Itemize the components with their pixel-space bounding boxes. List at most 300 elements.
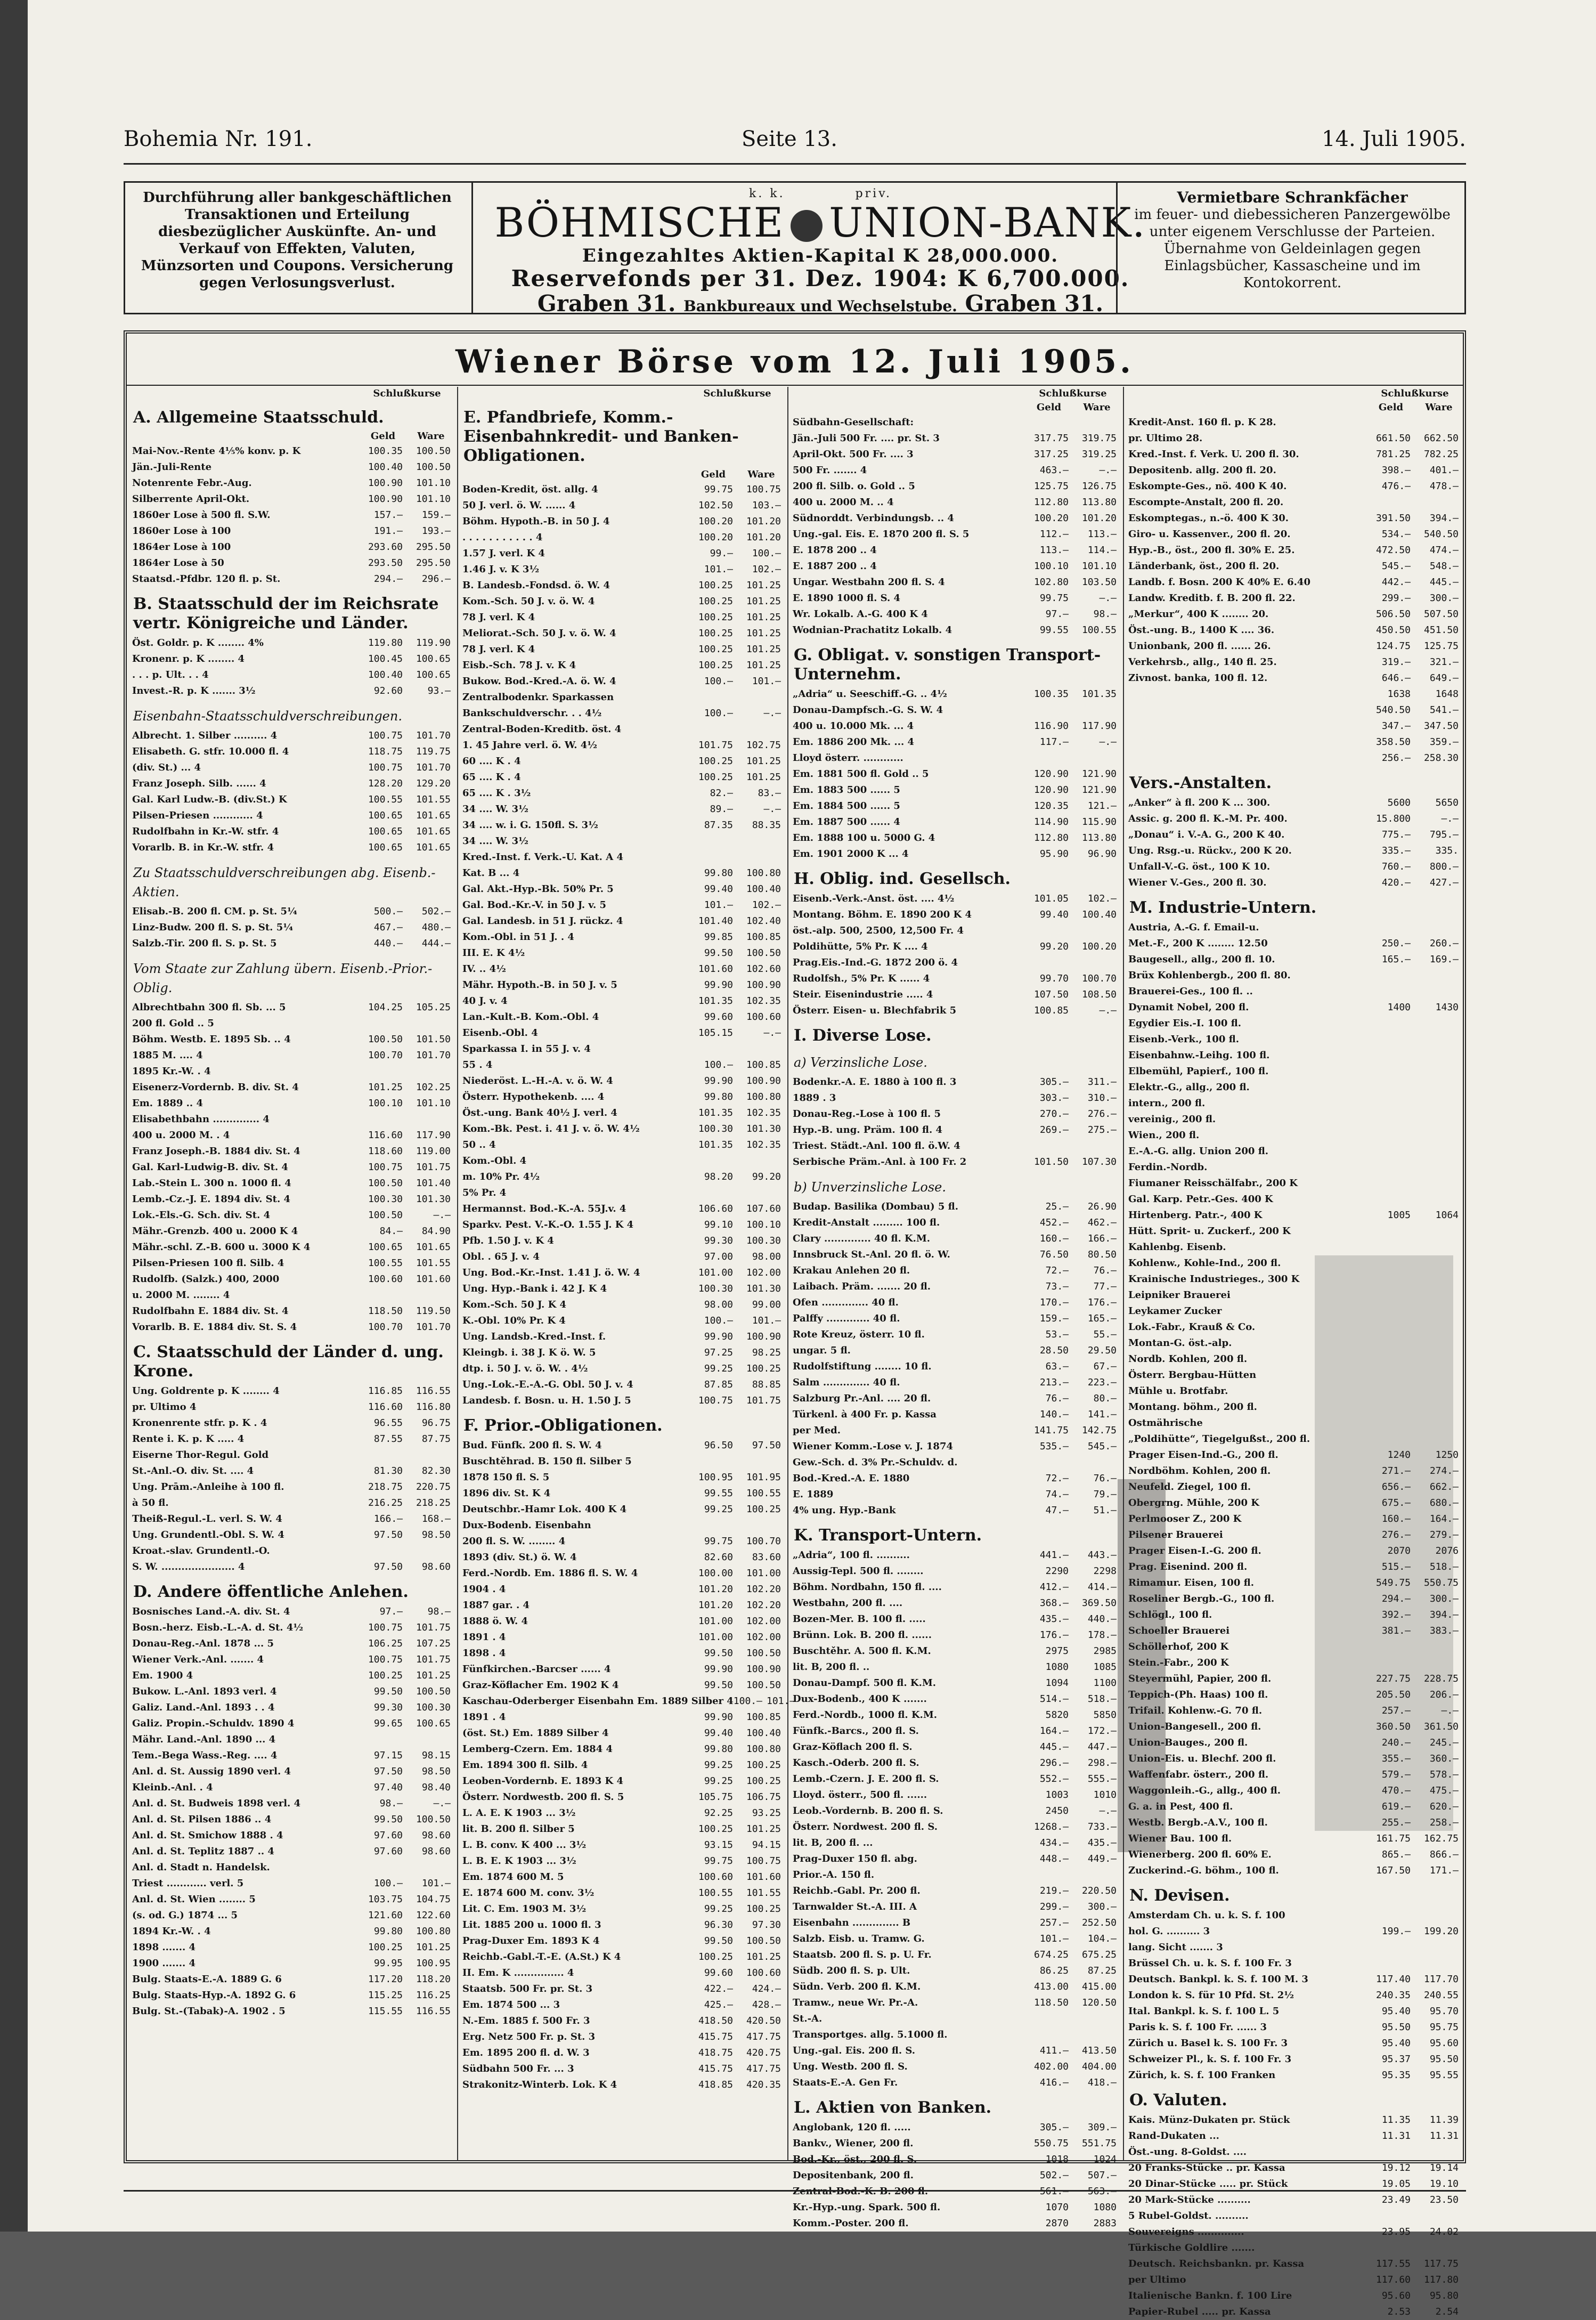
security-name: Ung. Bod.-Kr.-Inst. 1.41 J. ö. W. 4 [462,1267,640,1278]
security-name: „Poldihütte“, Tiegelgußst., 200 fl. [1128,1433,1310,1445]
quote-row [1125,984,1463,1000]
security-name: Prager Eisen-I.-G. 200 fl. [1128,1545,1261,1556]
geld-price: 293.60 [368,541,403,553]
quote-row [1125,447,1463,463]
geld-price: 319.— [1381,656,1411,668]
quote-row [789,1595,1121,1611]
quote-row [129,1636,455,1652]
quote-row [459,1997,785,2013]
security-name: Staatsb. 500 Fr. pr. St. 3 [462,1983,593,1994]
geld-price: 118.60 [368,1146,403,1157]
quote-row [459,913,785,929]
security-name: Kom.-Obl. in 51 J. . 4 [462,931,574,943]
quote-row [129,1415,455,1431]
security-name: Landesb. f. Bosn. u. H. 1.50 J. 5 [462,1395,631,1406]
geld-price: 549.75 [1375,1577,1411,1588]
ware-price [1415,984,1463,1000]
security-name: Zentral-Bod.-K. B. 200 fl. [793,2186,929,2197]
section-heading: Vom Staate zur Zahlung übern. Eisenb.-Prior.-Oblig. [133,961,433,995]
quote-row [459,1677,785,1693]
geld-price: 99.90 [704,979,733,991]
quote-row [789,907,1121,923]
ware-price [1415,2240,1463,2256]
ware-price: 116.55 [416,2006,451,2017]
geld-price: 99.25 [704,1363,733,1374]
geld-price: 117.55 [1375,2258,1411,2269]
security-name: . . . . . . . . . . . 4 [462,532,543,543]
ware-price: 220.75 [416,1481,451,1492]
ware-price: 101.75 [416,1622,451,1633]
quote-row [789,1343,1121,1359]
geld-price: 2290 [1045,1565,1069,1577]
security-name: 1889 . 3 [793,1092,836,1104]
quote-row [459,1057,785,1073]
ware-price [1415,1080,1463,1096]
quote-row [789,2184,1121,2200]
quote-row [129,523,455,539]
security-name: Silberrente April-Okt. [132,493,250,505]
quote-row [129,1940,455,1956]
quote-row [459,1217,785,1233]
security-name: Anl. d. St. Smichow 1888 . 4 [132,1830,283,1841]
geld-price: 100.— [704,676,733,687]
ware-price: 415.00 [1081,1981,1117,1992]
ware-price: 115.90 [1081,816,1117,828]
section-heading: L. Aktien von Banken. [794,2098,992,2117]
quote-row [129,1080,455,1096]
quote-row [789,431,1121,447]
ware-price: 102.— [1087,893,1117,904]
ware-price [407,1016,455,1032]
geld-price: 1018 [1045,2154,1069,2165]
geld-price: 368.— [1039,1597,1069,1609]
ware-price: 102.00 [746,1267,781,1278]
geld-price: 100.70 [368,1050,403,1061]
ware-price: 100.40 [746,1727,781,1739]
security-name: Böhm. Nordbahn, 150 fl. .... [793,1581,942,1593]
geld-price [1367,1239,1415,1255]
ware-price: 101.70 [416,730,451,741]
ware-price: 298.— [1087,1757,1117,1769]
geld-price: 100.60 [698,1871,733,1883]
ware-price: 98.25 [752,1347,781,1358]
geld-price: 95.90 [1039,848,1069,859]
quote-row [789,2152,1121,2168]
geld-price [359,1543,407,1559]
ware-price: 276.— [1087,1108,1117,1120]
security-name: Bankschuldverschr. . . 4½ [462,708,602,719]
geld-price [1025,415,1073,431]
quote-row [789,1391,1121,1407]
geld-price [1025,2011,1073,2027]
security-name: Nordböhm. Kohlen, 200 fl. [1128,1465,1271,1477]
geld-price: 86.25 [1039,1965,1069,1976]
ware-price: 101.75 [416,1162,451,1173]
security-name: Leipniker Brauerei [1128,1289,1231,1301]
ware-price: 359.— [1429,736,1459,748]
quote-row [1125,638,1463,654]
security-name: Kasch.-Oderb. 200 fl. S. [793,1757,919,1769]
spacer [789,401,1025,415]
geld-price: 101.20 [698,1600,733,1611]
security-name: Anl. d. St. Teplitz 1887 .. 4 [132,1846,274,1857]
security-name: Giro- u. Kassenver., 200 fl. 20. [1128,529,1291,540]
security-name: 78 J. verl. K 4 [462,612,535,623]
ware-price: 1024 [1093,2154,1117,2165]
geld-price: 112.80 [1033,832,1069,843]
security-name: Verkehrsb., allg., 140 fl. 25. [1128,656,1277,668]
section-heading: M. Industrie-Untern. [1129,898,1317,917]
quote-row [459,945,785,961]
security-name: Strakonitz-Winterb. Lok. K 4 [462,2079,617,2090]
ware-price: 550.75 [1423,1577,1459,1588]
security-name: E. 1874 600 M. conv. 3½ [462,1887,595,1899]
quote-row [459,1265,785,1281]
geld-price: 450.50 [1375,624,1411,636]
ware-price: 475.— [1429,1785,1459,1796]
quote-row [789,939,1121,955]
ware-price: 518.— [1087,1693,1117,1705]
geld-price [689,1153,737,1169]
quote-row [129,1604,455,1620]
ware-price: —.— [763,708,781,719]
security-name: Gal. Landesb. in 51 J. rückz. 4 [462,915,623,927]
geld-price: 540.50 [1375,704,1411,716]
quote-row [459,721,785,737]
quote-row [129,1860,455,1876]
security-name: „Adria“ u. Seeschiff.-G. .. 4½ [793,688,947,700]
quote-row [1125,875,1463,891]
quote-row [129,1559,455,1575]
quote-row [459,1297,785,1313]
security-name: Pilsen-Priesen ............ 4 [132,810,263,821]
ware-price: 101.70 [416,1050,451,1061]
quote-row [129,1684,455,1700]
quote-row [789,1723,1121,1739]
ware-price: 1010 [1093,1789,1117,1800]
security-name: Clary .............. 40 fl. K.M. [793,1233,931,1244]
security-name: Lit. C. Em. 1903 M. 3½ [462,1903,587,1915]
ware-price: 474.— [1429,545,1459,556]
geld-ware-header [789,401,1121,415]
ware-price: 104.75 [416,1894,451,1905]
quote-row [789,1947,1121,1963]
ware-price: 2298 [1093,1565,1117,1577]
geld-price: 100.75 [368,730,403,741]
geld-price [1367,1159,1415,1175]
geld-price [1367,984,1415,1000]
ware-price [1073,1138,1121,1154]
security-name: Em. 1895 200 fl. d. W. 3 [462,2047,590,2058]
geld-price [1367,494,1415,510]
geld-price: 100.00 [698,1568,733,1579]
quote-row [459,1377,785,1393]
ware-price: 1430 [1435,1002,1459,1013]
geld-price: 1400 [1387,1002,1411,1013]
quote-row [789,955,1121,971]
geld-price [1025,702,1073,718]
geld-price: 191.— [373,525,403,537]
section-heading: a) Verzinsliche Lose. [794,1055,927,1070]
quote-row [789,2027,1121,2043]
security-name [1125,686,1367,702]
security-name: Brauerei-Ges., 100 fl. .. [1128,986,1253,997]
ware-price: 55.— [1093,1329,1117,1340]
quote-row [789,463,1121,478]
ware-price: 100.90 [746,1331,781,1342]
security-name: Kredit-Anst. 160 fl. p. K 28. [1128,417,1276,428]
ware-price: 258.30 [1423,752,1459,764]
ware-price: 414.— [1087,1581,1117,1593]
ware-price: 101.30 [746,1283,781,1294]
geld-price: 101.— [704,564,733,575]
geld-price: 865.— [1381,1849,1411,1860]
geld-price: 101.35 [698,1107,733,1118]
geld-price: 99.80 [704,1091,733,1102]
quote-row [459,1486,785,1502]
geld-price: 100.60 [368,1273,403,1285]
schlusskurse-text: Schlußkurse [1039,388,1107,399]
eagle-crest-icon [791,210,823,242]
quote-row [129,1511,455,1527]
geld-price: 2975 [1045,1645,1069,1657]
security-name: Transportges. allg. 5.1000 fl. [793,2029,948,2040]
quote-row [789,830,1121,846]
geld-price: 101.— [1039,1933,1069,1944]
ware-price: 451.50 [1423,624,1459,636]
quote-row [459,1965,785,1981]
section-heading: E. Pfandbriefe, Komm.-Eisenbahnkredit- und Banken-Obligationen. [463,408,739,465]
security-name: Anl. d. St. Budweis 1898 verl. 4 [132,1798,301,1809]
ware-price: 121.— [1087,800,1117,812]
geld-price: 99.50 [373,1686,403,1697]
geld-price: 99.80 [704,867,733,879]
quote-row [459,1185,785,1201]
security-name: Palffy ............. 40 fl. [793,1313,900,1324]
ware-price: 101.30 [416,1194,451,1205]
quote-row [459,769,785,785]
geld-price [1025,955,1073,971]
geld-price: 775.— [1381,829,1411,840]
quote-row [459,785,785,801]
quote-row [459,1502,785,1518]
ware-price: 447.— [1087,1741,1117,1753]
geld-price: 1240 [1387,1449,1411,1461]
geld-price: 104.25 [368,1002,403,1013]
security-name: Ung. Landsb.-Kred.-Inst. f. [462,1331,606,1342]
section-heading: A. Allgemeine Staatsschuld. [133,408,384,427]
geld-price: 317.75 [1033,433,1069,444]
ware-price: 116.80 [416,1401,451,1413]
ware-price [407,1064,455,1080]
quote-row [459,1009,785,1025]
ware-price: 383.— [1429,1625,1459,1636]
ware-price: 101.40 [416,1178,451,1189]
security-name: Bosnisches Land.-A. div. St. 4 [132,1606,290,1617]
ad-address-a: Graben 31. [537,290,676,317]
geld-price: 98.— [379,1798,403,1809]
security-name: London k. S. für 10 Pfd. St. 2½ [1128,1990,1294,2001]
ware-price: 418.— [1087,2077,1117,2088]
ware-price: 507.— [1087,2170,1117,2181]
security-name: Eisenbahn .............. B [793,1917,911,1928]
geld-price: 305.— [1039,2122,1069,2133]
geld-price: 552.— [1039,1773,1069,1784]
geld-price: 440.— [373,938,403,949]
quote-row [1125,1908,1463,1924]
ware-label: Ware [417,431,445,442]
geld-price: 101.35 [698,1139,733,1150]
security-name: Wiener Bau. 100 fl. [1128,1833,1232,1844]
security-name: Tarnwalder St.-A. III. A [793,1901,917,1912]
quote-row [789,558,1121,574]
security-name: Gew.-Sch. d. 3% Pr.-Schuldv. d. [793,1457,958,1468]
security-name: Waffenfabr. österr., 200 fl. [1128,1769,1269,1780]
geld-price: 121.60 [368,1910,403,1921]
ware-price [737,1518,785,1534]
geld-price: 165.— [1381,954,1411,965]
security-name: 400 u. 10.000 Mk. ... 4 [793,720,914,732]
schlusskurse-label [459,387,785,401]
quote-row [1125,1972,1463,1988]
ware-price: 126.75 [1081,481,1117,492]
geld-price: 463.— [1039,465,1069,476]
security-name: 1891 . 4 [462,1632,506,1643]
ware-price: 178.— [1087,1629,1117,1641]
ware-price: 141.— [1087,1409,1117,1420]
security-name: 5% Pr. 4 [462,1187,507,1198]
quote-row [459,1613,785,1629]
geld-price: 100.— [704,708,733,719]
ware-price: 102.35 [746,1107,781,1118]
geld-price: 213.— [1039,1377,1069,1388]
security-name: April-Okt. 500 Fr. .... 3 [793,449,914,460]
quote-row [1125,1000,1463,1016]
geld-price: 105.75 [698,1791,733,1803]
quote-row [459,1025,785,1041]
ware-price [1073,923,1121,939]
quote-row [459,1821,785,1837]
security-name: 1864er Lose à 100 [132,541,231,553]
ware-price: 102.00 [746,1616,781,1627]
geld-price: 23.49 [1381,2194,1411,2205]
security-name: Mähr. Hypoth.-B. in 50 J. v. 5 [462,979,617,991]
ware-price: 83.60 [752,1552,781,1563]
quote-row [789,1931,1121,1947]
geld-price: 269.— [1039,1124,1069,1135]
security-name: Obergrng. Mühle, 200 K [1128,1497,1259,1508]
geld-price [1367,1175,1415,1191]
security-name: à 50 fl. [132,1497,169,1508]
ware-price: 165.— [1087,1313,1117,1324]
quote-row [459,1345,785,1361]
ware-price [737,721,785,737]
quote-row [129,1972,455,1988]
security-name: Lemb.-Cz.-J. E. 1894 div. St. 4 [132,1194,291,1205]
quote-row [129,1383,455,1399]
ware-price: 116.55 [416,1385,451,1397]
geld-price: 355.— [1381,1753,1411,1764]
ad-center [487,187,1153,319]
security-name: 4% ung. Hyp.-Bank [793,1505,896,1516]
security-name: Steir. Eisenindustrie ..... 4 [793,989,933,1000]
security-name: Kleingb. i. 38 J. K ö. W. 5 [462,1347,596,1358]
security-name: Poldihütte, 5% Pr. K .... 4 [793,941,928,952]
geld-price: 99.30 [704,1235,733,1246]
quote-row [1125,2019,1463,2035]
quote-row [129,1652,455,1668]
ware-price: 545.— [1087,1441,1117,1452]
geld-price [1367,2208,1415,2224]
security-name: Tramw., neue Wr. Pr.-A. [793,1997,918,2008]
quote-row [459,1693,796,1709]
geld-price: 98.20 [704,1171,733,1182]
exchange-table [124,330,1466,2317]
quote-row [789,590,1121,606]
security-name: Pfb. 1.50 J. v. K 4 [462,1235,554,1246]
ware-price: 95.55 [1429,2070,1459,2081]
geld-price: 100.65 [368,842,403,853]
quote-row [459,1073,785,1089]
security-name: 20 Franks-Stücke .. pr. Kassa [1128,2162,1285,2173]
quote-row [789,2011,1121,2027]
ware-price [1073,955,1121,971]
geld-price: 100.55 [368,1258,403,1269]
security-name: Neufeld. Ziegel, 100 fl. [1128,1481,1251,1492]
ware-price: 101.25 [416,1942,451,1953]
quote-row [459,1757,785,1773]
quote-row [789,1359,1121,1375]
security-name: Zuckerind.-G. böhm., 100 fl. [1128,1865,1279,1876]
quote-row [789,622,1121,638]
security-name: Salzb. Eisb. u. Tramw. G. [793,1933,925,1944]
ware-label: Ware [747,469,775,480]
ware-price: 245.— [1429,1737,1459,1748]
quote-row [1125,2192,1463,2208]
quote-row [459,689,785,705]
geld-price: 100.20 [698,516,733,527]
security-name: ungar. 5 fl. [793,1345,851,1356]
quote-row [789,750,1121,766]
geld-price: 99.— [710,548,733,559]
ware-price: 102.35 [746,1139,781,1150]
ware-price: 311.— [1087,1076,1117,1088]
security-name: Austria, A.-G. f. Email-u. [1128,922,1259,933]
geld-price [689,1518,737,1534]
quote-row [129,1924,455,1940]
ware-price: 118.20 [416,1974,451,1985]
ware-price: 443.— [1087,1550,1117,1561]
ware-price: 101.65 [416,1242,451,1253]
geld-price: 97.15 [373,1750,403,1761]
ware-price: 420.35 [746,2079,781,2090]
security-name: Aussig-Tepl. 500 fl. ........ [793,1565,924,1577]
ware-price: —.— [433,1210,451,1221]
column-separator [787,387,788,2161]
geld-label: Geld [1378,402,1404,413]
geld-price: 87.55 [373,1433,403,1445]
ware-price: 321.— [1429,656,1459,668]
security-name: Jän.-Juli 500 Fr. .... pr. St. 3 [793,433,940,444]
security-name: 65 .... K . 3½ [462,788,531,799]
geld-price: 500.— [373,906,403,917]
ware-price: 2076 [1435,1545,1459,1556]
security-name: 1904 . 4 [462,1584,506,1595]
ware-price: 424.— [752,1983,781,1994]
ware-price: 101.50 [416,1034,451,1045]
quote-row [459,1917,785,1933]
quote-row [129,1287,455,1303]
